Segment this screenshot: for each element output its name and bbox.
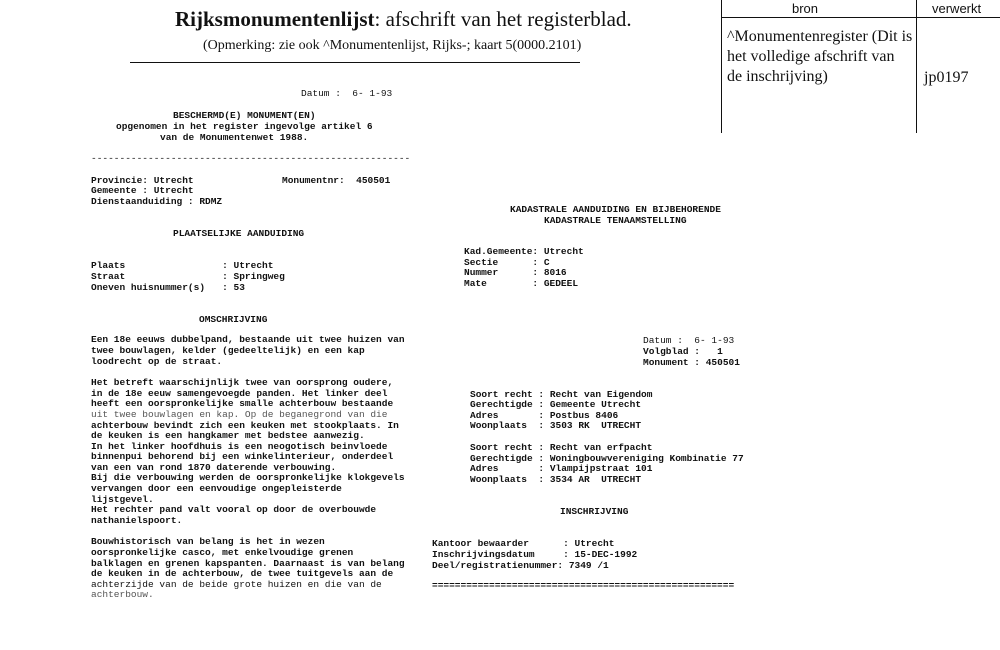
p1-dienst: Dienstaanduiding : RDMZ <box>91 196 223 207</box>
p1-desc-line: balklagen en grenen kapspanten. Daarnaast is van belang <box>91 558 405 569</box>
document-title <box>175 7 632 32</box>
p1-oneven: Oneven huisnummer(s) : 53 <box>91 282 245 293</box>
p1-provincie: Provincie: Utrecht <box>91 175 194 186</box>
title-underline <box>130 62 580 63</box>
p1-desc-line: vervangen door een eenvoudige ongepleisterde <box>91 483 342 494</box>
p1-desc-line: In het linker hoofdhuis is een neogotisch beinvloede <box>91 441 388 452</box>
p1-desc-line: lijstgevel. <box>91 494 154 505</box>
p1-monumentnr: Monumentnr: 450501 <box>282 175 391 186</box>
p1-desc-line: achterbouw. <box>91 589 154 600</box>
p2-volgblad: Volgblad : 1 <box>643 346 723 357</box>
p1-plaats: Plaats : Utrecht <box>91 260 274 271</box>
p2-datum: Datum : 6- 1-93 <box>643 335 735 346</box>
verwerkt-code: jp0197 <box>924 69 969 86</box>
p2-rule: ===================================================== <box>432 580 735 591</box>
p1-datum: Datum : 6- 1-93 <box>301 88 393 99</box>
p2-nummer: Nummer : 8016 <box>464 267 567 278</box>
p1-desc-line: in de 18e eeuw samengevoegde panden. Het linker deel <box>91 388 388 399</box>
source-box-divider <box>721 17 1000 18</box>
p2-recht1-woonplaats: Woonplaats : 3503 RK UTRECHT <box>470 420 642 431</box>
p2-recht1-soort: Soort recht : Recht van Eigendom <box>470 389 653 400</box>
p1-gemeente: Gemeente : Utrecht <box>91 185 194 196</box>
p1-omschrijving-heading: OMSCHRIJVING <box>199 314 268 325</box>
p1-desc-line: twee bouwlagen, kelder (gedeeltelijk) en een kap <box>91 345 365 356</box>
p2-monument: Monument : 450501 <box>643 357 740 368</box>
p2-inschrijving-heading: INSCHRIJVING <box>560 506 629 517</box>
p1-heading-1: BESCHERMD(E) MONUMENT(EN) <box>173 110 316 121</box>
p1-straat: Straat : Springweg <box>91 271 285 282</box>
p2-inschrijvingsdatum: Inschrijvingsdatum : 15-DEC-1992 <box>432 549 638 560</box>
p1-heading-3: van de Monumentenwet 1988. <box>160 132 309 143</box>
title-bold: Rijksmonumentenlijst <box>175 7 375 31</box>
p2-deelnummer: Deel/registratienummer: 7349 /1 <box>432 560 609 571</box>
bron-text: ^Monumentenregister (Dit is het volledige afschrift van de inschrijving) <box>727 28 913 85</box>
p2-kad-heading-1: KADASTRALE AANDUIDING EN BIJBEHORENDE <box>510 204 721 215</box>
p1-desc-line: loodrecht op de straat. <box>91 356 223 367</box>
p1-plaatselijke-heading: PLAATSELIJKE AANDUIDING <box>173 228 305 239</box>
p1-desc-line: binnenpui behorend bij een winkelinterieur, onderdeel <box>91 451 394 462</box>
p2-kad-heading-2: KADASTRALE TENAAMSTELLING <box>544 215 687 226</box>
title-rest: : afschrift van het registerblad. <box>374 7 632 31</box>
column-header-verwerkt: verwerkt <box>932 1 982 16</box>
p1-desc-line: Een 18e eeuws dubbelpand, bestaande uit twee huizen van <box>91 334 405 345</box>
p1-desc-line: Het rechter pand valt vooral op door de overbouwde <box>91 504 377 515</box>
p1-desc-line: heeft een oorspronkelijke smalle achterbouw bestaande <box>91 398 394 409</box>
p1-desc-line: achterzijde van de beide grote huizen en die van de <box>91 579 382 590</box>
p2-recht2-woonplaats: Woonplaats : 3534 AR UTRECHT <box>470 474 642 485</box>
subtitle-note: (Opmerking: zie ook ^Monumentenlijst, Rijks-; kaart 5(0000.2101) <box>203 38 582 53</box>
p1-desc-line: Bouwhistorisch van belang is het in wezen <box>91 536 325 547</box>
p1-desc-line: nathanielspoort. <box>91 515 183 526</box>
p1-desc-line: de keuken in de achterbouw, de twee tuitgevels aan de <box>91 568 394 579</box>
p1-desc-line: achterbouw bevindt zich een keuken met stookplaats. In <box>91 420 399 431</box>
p2-recht2-soort: Soort recht : Recht van erfpacht <box>470 442 653 453</box>
p1-desc-line: Bij die verbouwing werden de oorspronkelijke klokgevels <box>91 472 405 483</box>
p1-desc-line: Het betreft waarschijnlijk twee van oorsprong oudere, <box>91 377 394 388</box>
p2-kadgemeente: Kad.Gemeente: Utrecht <box>464 246 584 257</box>
p1-desc-line: oorspronkelijke casco, met enkelvoudige grenen <box>91 547 354 558</box>
p2-mate: Mate : GEDEEL <box>464 278 579 289</box>
p1-rule: -------------------------------------------------------- <box>91 153 411 164</box>
p1-desc-line: uit twee bouwlagen en kap. Op de beganegrond van die <box>91 409 388 420</box>
p2-recht2-adres: Adres : Vlampijpstraat 101 <box>470 463 653 474</box>
p1-desc-line: de keuken is een hangkamer met bedstee aanwezig. <box>91 430 365 441</box>
p2-recht2-gerechtigde: Gerechtigde : Woningbouwvereniging Kombinatie 77 <box>470 453 744 464</box>
p1-heading-2: opgenomen in het register ingevolge artikel 6 <box>116 121 373 132</box>
p2-recht1-adres: Adres : Postbus 8406 <box>470 410 619 421</box>
p2-kantoor: Kantoor bewaarder : Utrecht <box>432 538 615 549</box>
p2-recht1-gerechtigde: Gerechtigde : Gemeente Utrecht <box>470 399 642 410</box>
column-header-bron: bron <box>792 1 819 16</box>
p2-sectie: Sectie : C <box>464 257 550 268</box>
p1-desc-line: van een van rond 1870 daterende verbouwing. <box>91 462 337 473</box>
source-box-column-divider <box>916 0 917 133</box>
